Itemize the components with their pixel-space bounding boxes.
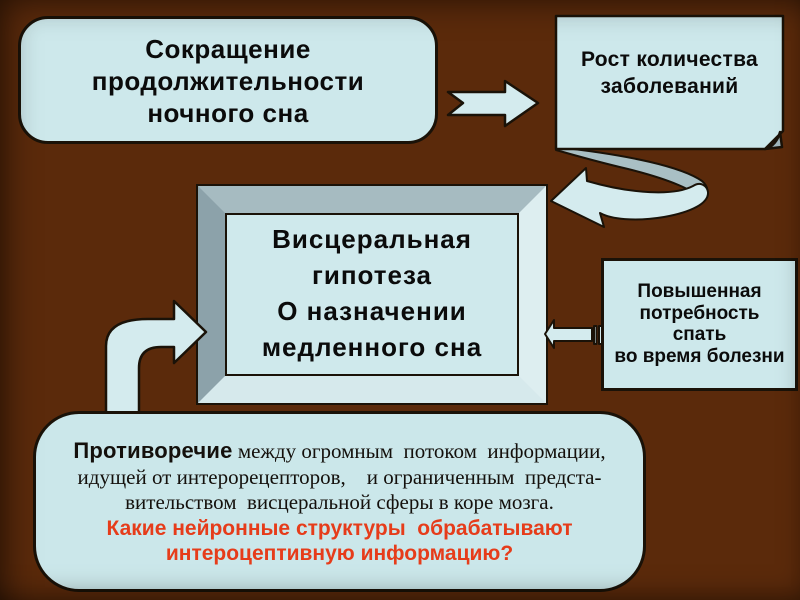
curved-swoosh-arrow-icon [551, 147, 708, 227]
bent-up-arrow-icon [106, 301, 206, 416]
disease-growth-text [556, 46, 783, 100]
text-line: Висцеральная [272, 224, 472, 254]
text-span: между огромным потоком информации, [232, 439, 606, 463]
text-line: медленного сна [261, 332, 483, 362]
contradiction-text [36, 438, 643, 567]
lead-word: Противоречие [73, 438, 233, 463]
question-line: интероцептивную информацию? [165, 542, 514, 565]
text-line: потребность [639, 302, 760, 324]
text-line: О назначении [277, 296, 467, 326]
text-line: Сокращение [145, 34, 311, 64]
text-line: гипотеза [312, 260, 432, 290]
sleep-reduction-text [28, 33, 428, 129]
text-line: продолжительности [91, 66, 365, 96]
straight-right-arrow-icon [448, 81, 538, 126]
text-line: Рост количества [581, 48, 758, 71]
striped-left-arrow-icon [545, 320, 603, 348]
text-line: во время болезни [614, 345, 785, 367]
text-line: идущей от интерорецепторов, и ограниченным предста- [77, 464, 602, 489]
sleep-need-text [603, 281, 796, 367]
text-line [36, 438, 643, 465]
text-line: вительством висцеральной сферы в коре мозга. [125, 490, 554, 514]
text-line: Повышенная [637, 281, 762, 302]
text-line: ночного сна [147, 98, 309, 128]
question-line: Какие нейронные структуры обрабатывают [106, 516, 573, 540]
text-line: заболеваний [600, 75, 739, 98]
text-line: спать [672, 324, 727, 345]
visceral-hypothesis-text [226, 221, 518, 365]
